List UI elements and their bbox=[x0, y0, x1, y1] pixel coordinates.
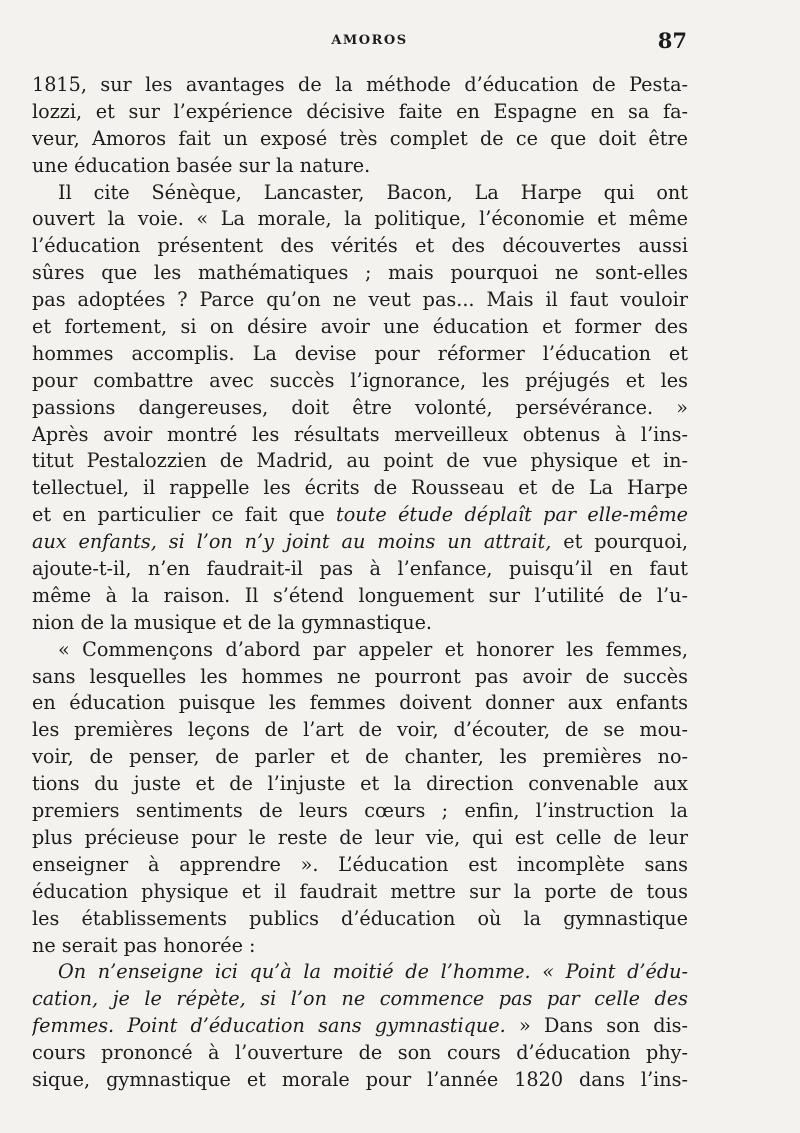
italic-run: On n’enseigne ici qu’à la moitié de l’homme. « Point d’édu- bbox=[58, 960, 688, 984]
text-line: cours prononcé à l’ouverture de son cours d’éducation phy- bbox=[32, 1041, 688, 1065]
text-run: et en particulier ce fait que bbox=[32, 503, 337, 527]
page-number: 87 bbox=[657, 28, 687, 53]
text-line: sûres que les mathématiques ; mais pourquoi ne sont-elles bbox=[32, 261, 688, 285]
text-line: ouvert la voie. « La morale, la politique, l’économie et même bbox=[32, 207, 688, 231]
text-line: en éducation puisque les femmes doivent donner aux enfants bbox=[32, 691, 688, 715]
text-line: hommes accomplis. La devise pour réformer l’éducation et bbox=[32, 341, 688, 365]
text-line: voir, de penser, de parler et de chanter, les premières no- bbox=[32, 745, 688, 769]
text-line: pas adoptées ? Parce qu’on ne veut pas... Mais il faut vouloir bbox=[32, 288, 688, 312]
text-line: Après avoir montré les résultats merveilleux obtenus à l’ins- bbox=[32, 422, 688, 446]
text-line: Il cite Sénèque, Lancaster, Bacon, La Harpe qui ont bbox=[58, 180, 688, 204]
text-line: sans lesquelles les hommes ne pourront pas avoir de succès bbox=[32, 664, 688, 688]
text-line bbox=[32, 502, 688, 529]
running-title: AMOROS bbox=[331, 33, 408, 48]
text-line: premiers sentiments de leurs cœurs ; enfin, l’instruction la bbox=[32, 799, 688, 823]
text-line bbox=[32, 959, 688, 986]
text-line: enseigner à apprendre ». L’éducation est incomplète sans bbox=[32, 852, 688, 876]
text-line: tions du juste et de l’injuste et la direction convenable aux bbox=[32, 772, 688, 796]
text-line bbox=[32, 1013, 688, 1040]
text-line: et fortement, si on désire avoir une éducation et former des bbox=[32, 315, 688, 339]
text-line: l’éducation présentent des vérités et des découvertes aussi bbox=[32, 234, 688, 258]
text-run: » Dans son dis- bbox=[505, 1014, 688, 1038]
text-line: pour combattre avec succès l’ignorance, les préjugés et les bbox=[32, 368, 688, 392]
italic-run: femmes. Point d’éducation sans gymnastique. bbox=[32, 1014, 506, 1038]
italic-run: cation, je le répète, si l’on ne commence pas par celle des bbox=[32, 987, 688, 1011]
text-line: tellectuel, il rappelle les écrits de Rousseau et de La Harpe bbox=[32, 476, 688, 500]
text-run: et pourquoi, bbox=[551, 530, 688, 554]
text-line: une éducation basée sur la nature. bbox=[32, 153, 371, 177]
text-line: lozzi, et sur l’expérience décisive faite en Espagne en sa fa- bbox=[32, 99, 688, 123]
text-line: ne serait pas honorée : bbox=[32, 933, 256, 957]
text-line: 1815, sur les avantages de la méthode d’éducation de Pesta- bbox=[32, 73, 688, 96]
text-line: les premières leçons de l’art de voir, d’écouter, de se mou- bbox=[32, 718, 688, 742]
italic-run: toute étude déplaît par elle-même bbox=[336, 503, 688, 527]
text-line: passions dangereuses, doit être volonté, persévérance. » bbox=[32, 395, 688, 419]
text-line: veur, Amoros fait un exposé très complet de ce que doit être bbox=[32, 126, 688, 150]
text-line: nion de la musique et de la gymnastique. bbox=[32, 610, 433, 634]
text-line: plus précieuse pour le reste de leur vie, qui est celle de leur bbox=[32, 825, 688, 849]
text-line: même à la raison. Il s’étend longuement sur l’utilité de l’u- bbox=[32, 583, 688, 607]
text-line: titut Pestalozzien de Madrid, au point de vue physique et in- bbox=[32, 449, 688, 473]
text-line: « Commençons d’abord par appeler et honorer les femmes, bbox=[58, 637, 688, 661]
text-line bbox=[32, 529, 688, 556]
text-line: ajoute-t-il, n’en faudrait-il pas à l’enfance, puisqu’il en faut bbox=[32, 557, 688, 581]
text-line: les établissements publics d’éducation où la gymnastique bbox=[32, 906, 688, 930]
text-line bbox=[32, 986, 688, 1013]
text-line: sique, gymnastique et morale pour l’année 1820 dans l’ins- bbox=[32, 1067, 688, 1091]
body-text bbox=[32, 72, 688, 1094]
italic-run: aux enfants, si l’on n’y joint au moins un attrait, bbox=[32, 530, 552, 554]
text-line: éducation physique et il faudrait mettre sur la porte de tous bbox=[32, 879, 688, 903]
running-header bbox=[32, 28, 687, 55]
